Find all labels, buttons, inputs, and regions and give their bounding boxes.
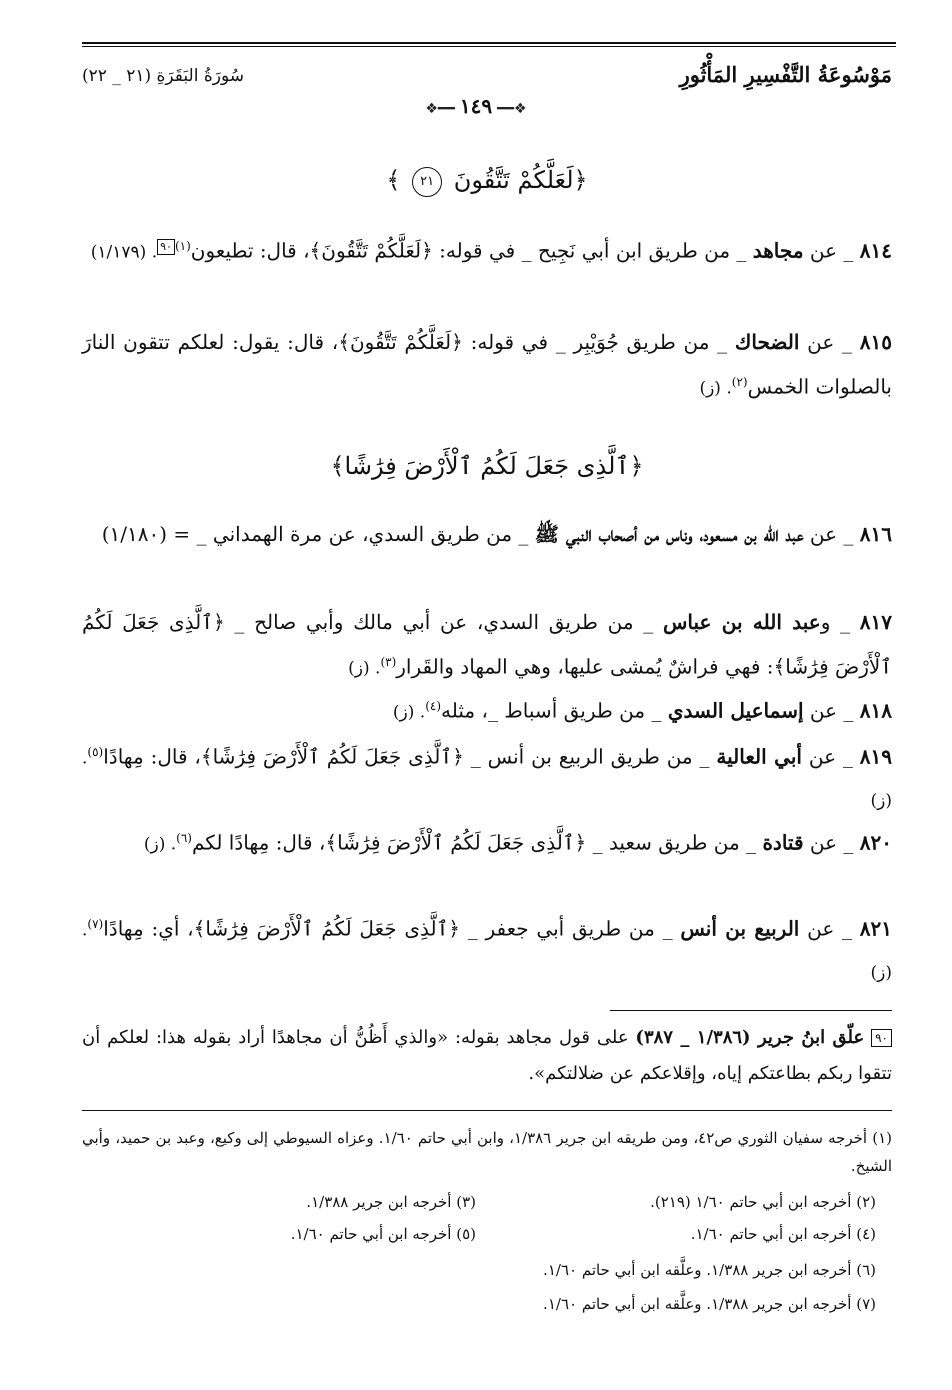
- narrator-name: قتادة: [762, 830, 804, 855]
- narrator-name: مجاهد: [752, 238, 804, 263]
- footnote: (٦) أخرجه ابن جرير ١/٣٨٨. وعلَّقه ابن أبي حاتم ١/٦٠.: [543, 1261, 876, 1279]
- footnote: (١) أخرجه سفيان الثوري ص٤٢، ومن طريقه ابن جرير ١/٣٨٦، وابن أبي حاتم ١/٦٠. وعزاه السيوطي إلى وكيع، وعبد بن حميد، وأبي الشيخ.: [82, 1129, 892, 1175]
- surah-label: سُورَةُ البَقَرَةِ (٢١ _ ٢٢): [82, 66, 244, 86]
- narration-entry: ٨١٧ _ وعبد الله بن عباس _ من طريق السدي، عن أبي مالك وأبي صالح _ ﴿ٱلَّذِى جَعَلَ لَكُمُ ٱلْأَرْضَ فِرَٰشًا﴾: فهي فراشٌ يُمشى عليها، وهي المهاد والقَرار$^{(٣)}$. (ز): [82, 610, 892, 679]
- entry-number: ٨١٨: [859, 698, 892, 723]
- narration-entry: ٨١٩ _ عن أبي العالية _ من طريق الربيع بن أنس _ ﴿ٱلَّذِى جَعَلَ لَكُمُ ٱلْأَرْضَ فِرَٰشًا﴾، قال: مِهادًا$^{(٥)}$. (ز): [82, 744, 893, 811]
- footnote: (٢) أخرجه ابن أبي حاتم ١/٦٠ (٢١٩).: [650, 1193, 876, 1211]
- page-number: ١٤٩: [459, 94, 493, 118]
- entry-number: ٨١٤: [859, 238, 892, 263]
- header-rule-thin: [82, 46, 896, 47]
- page-number-box: [376, 94, 576, 124]
- narration-entry: ٨٢٠ _ عن قتادة _ من طريق سعيد _ ﴿ٱلَّذِى جَعَلَ لَكُمُ ٱلْأَرْضَ فِرَٰشًا﴾، قال: مِهادًا لكم$^{(٦)}$. (ز): [143, 830, 892, 855]
- narrator-name: عبد الله بن عباس: [663, 610, 821, 634]
- narration-entry: ٨١٨ _ عن إسماعيل السدي _ من طريق أسباط _، مثله$^{(٤)}$. (ز): [392, 698, 892, 723]
- ornament-icon: ━━❖: [497, 101, 527, 117]
- narration-entry: ٨١٤ _ عن مجاهد _ من طريق ابن أبي نَجِيح _ في قوله: ﴿لَعَلَّكُمْ تَتَّقُونَ﴾، قال: تطيعون$^{(١)}$٩٠. (١/١٧٩): [90, 238, 892, 263]
- ornament-icon: ❖━━: [425, 101, 455, 117]
- commentary-marker: ٩٠: [157, 239, 175, 255]
- entry-number: ٨٢١: [859, 916, 892, 941]
- narrator-name: أبي العالية: [716, 744, 802, 769]
- footnote: (٧) أخرجه ابن جرير ١/٣٨٨. وعلَّقه ابن أبي حاتم ١/٦٠.: [543, 1295, 876, 1313]
- commentary-tag: ٩٠: [871, 1029, 892, 1047]
- narrator-name: عبد الله بن مسعود، وناس من أصحاب النبي ﷺ: [534, 522, 804, 546]
- verse-heading: ﴿لَعَلَّكُمْ تَتَّقُونَ ٢١ ﴾: [82, 166, 892, 197]
- footnote-marker: (٤): [425, 699, 442, 713]
- narrator-name: الضحاك: [734, 330, 800, 354]
- narration-entry: ٨١٦ _ عن عبد الله بن مسعود، وناس من أصحاب النبي ﷺ _ من طريق السدي، عن مرة الهمداني _ = (١/١٨٠): [101, 522, 892, 546]
- book-title: مَوْسُوعَةُ التَّفْسِيرِ المَأْثُورِ: [679, 62, 892, 87]
- narration-entry: ٨١٥ _ عن الضحاك _ من طريق جُوَيْبِر _ في قوله: ﴿لَعَلَّكُمْ تَتَّقُونَ﴾، قال: يقول: لعلكم تتقون النارَ بالصلوات الخمس$^{(٢)}$. (ز): [82, 330, 892, 399]
- footnote: (٥) أخرجه ابن أبي حاتم ١/٦٠.: [290, 1225, 476, 1243]
- ayah-number-badge: ٢١: [412, 167, 442, 197]
- entry-number: ٨١٥: [859, 330, 892, 354]
- entry-number: ٨١٩: [859, 744, 893, 769]
- entry-number: ٨١٦: [859, 522, 892, 546]
- narrator-name: إسماعيل السدي: [667, 698, 804, 723]
- footnotes-separator: [82, 1110, 892, 1111]
- commentary-author: علّق ابنُ جرير (١/٣٨٦ _ ٣٨٧): [635, 1027, 865, 1048]
- footnote: (٣) أخرجه ابن جرير ١/٣٨٨.: [306, 1193, 476, 1211]
- header-rule: [82, 42, 896, 44]
- commentary-separator: [610, 1010, 892, 1011]
- footnote-marker: (٧): [87, 917, 104, 931]
- footnote-marker: (١): [174, 239, 191, 253]
- footnote-marker: (٢): [731, 375, 748, 389]
- verse-heading: ﴿ٱلَّذِى جَعَلَ لَكُمُ ٱلْأَرْضَ فِرَٰشًا﴾: [330, 452, 644, 480]
- entry-number: ٨٢٠: [859, 830, 892, 855]
- narration-entry: ٨٢١ _ عن الربيع بن أنس _ من طريق أبي جعفر _ ﴿ٱلَّذِى جَعَلَ لَكُمُ ٱلْأَرْضَ فِرَٰشًا﴾، أي: مِهادًا$^{(٧)}$. (ز): [82, 916, 892, 983]
- footnote: (٤) أخرجه ابن أبي حاتم ١/٦٠.: [690, 1225, 876, 1243]
- commentary-note: ٩٠ علّق ابنُ جرير (١/٣٨٦ _ ٣٨٧) على قول مجاهد بقوله: «والذي أَظُنُّ أن مجاهدًا أراد بقوله هذا: لعلكم أن تتقوا ربكم بطاعتكم إياه، وإقلاعكم عن ضلالتكم».: [82, 1027, 892, 1084]
- footnote-marker: (٦): [176, 831, 192, 845]
- narrator-name: الربيع بن أنس: [680, 916, 800, 941]
- entry-number: ٨١٧: [859, 610, 892, 634]
- footnote-marker: (٣): [380, 655, 397, 669]
- footnote-marker: (٥): [87, 745, 104, 759]
